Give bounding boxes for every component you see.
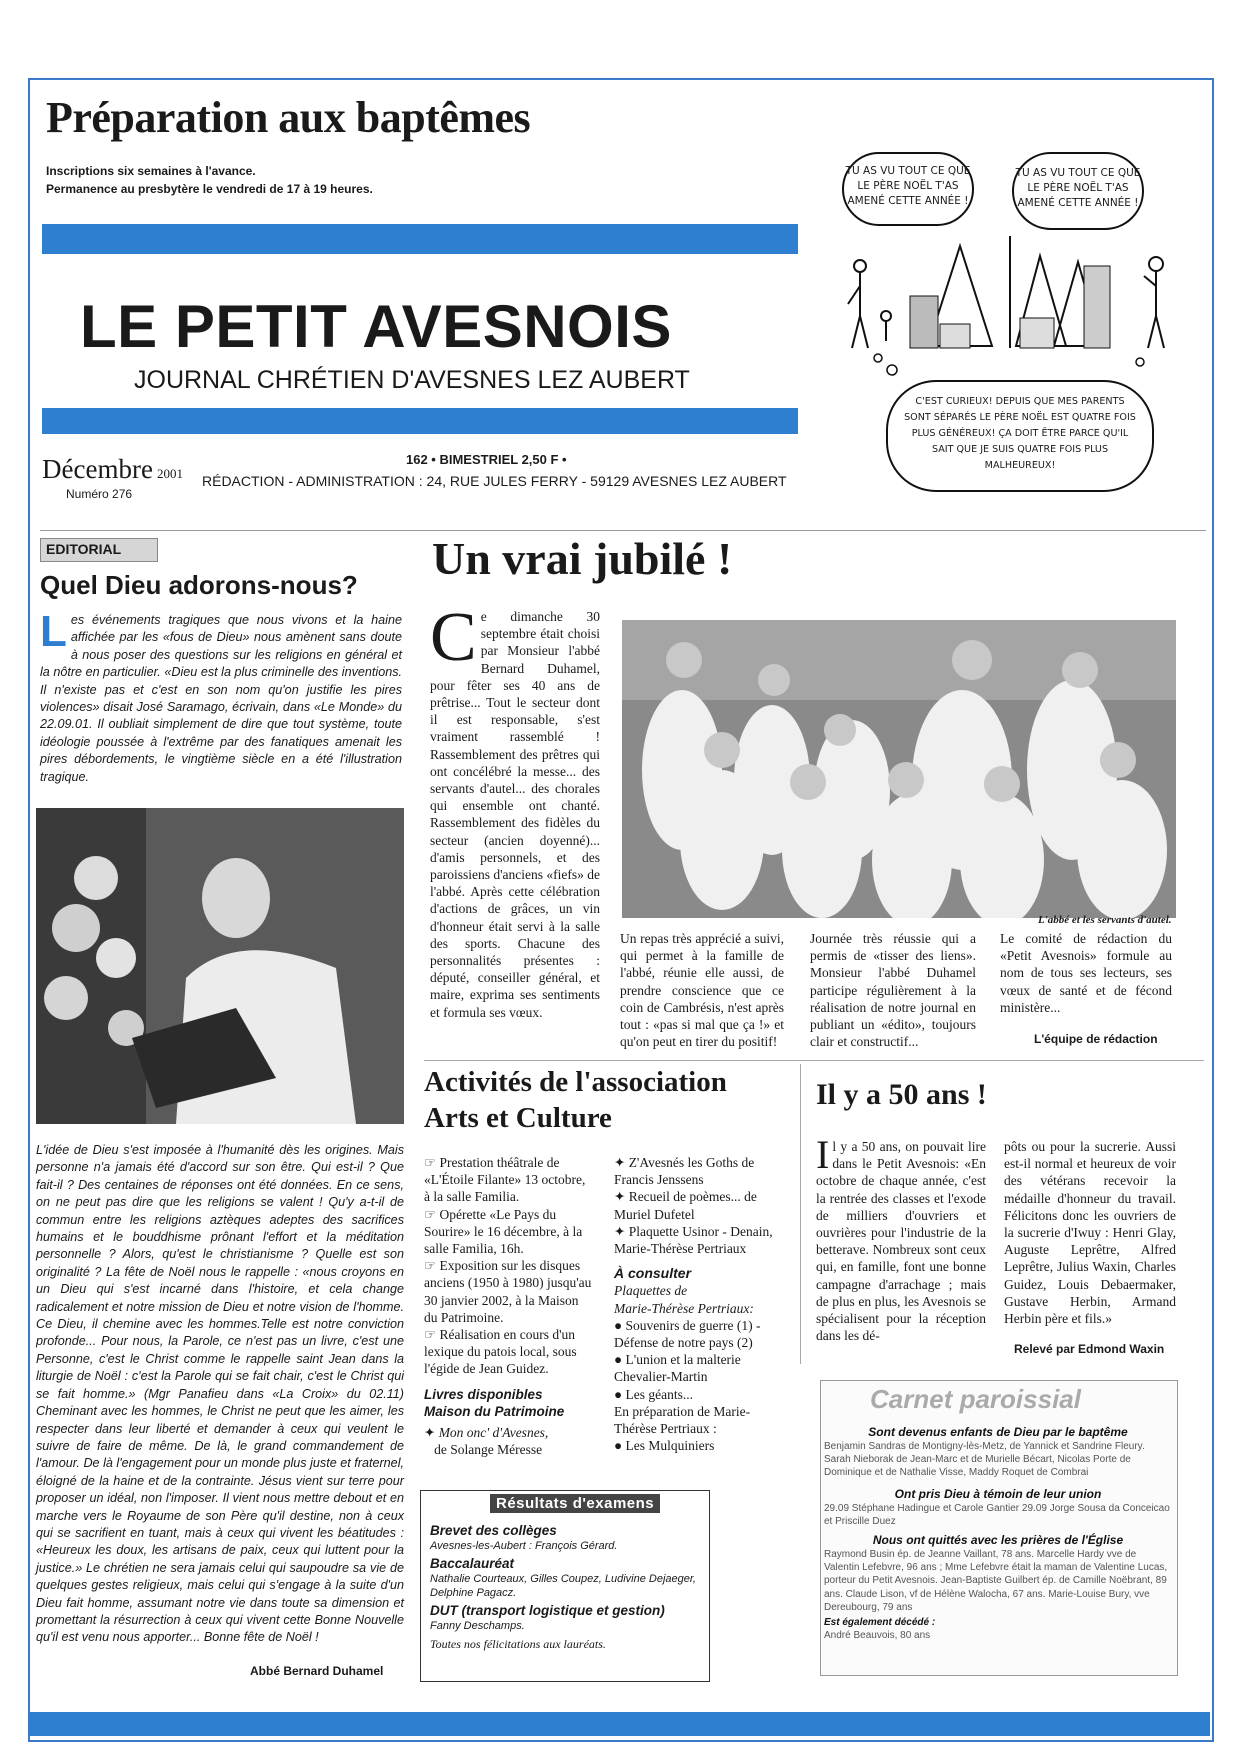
editorial-tag-label: EDITORIAL [46, 541, 122, 557]
editorial-signature: Abbé Bernard Duhamel [250, 1664, 384, 1678]
deces-text: Raymond Busin ép. de Jeanne Vaillant, 78 ans. Marcelle Hardy vve de Valentin Lefebvre, 96 ans ; Mme Lefebvre était la maman de Valentine Lucas, porteur du Petit Avesnois. Jean-Baptiste Guilbert ép. de Camille Noëbrant, 89 ans. Claude Lison, vf de Hélène Walocha, 67 ans. Marie-Louise Bury, vve Dereubourg, 79 ans [824, 1549, 1168, 1613]
jubile-col1: C e dimanche 30 septembre était choisi par Monsieur l'abbé Bernard Duhamel, pour fêter ses 40 ans de prêtrise... Tout le secteur dont il est responsable, s'est vraiment rassemblé ! Rassemblement des prêtres qui ont concélébré la messe... des servants d'autel... des chorales qui ensemble ont chanté. Rassemblement des fidèles du secteur (ancien doyenné)... d'amis personnels, et des paroissiens d'anciens «fiefs» de l'abbé. Après cette célébration d'actions de grâces, un vin d'honneur était servi à la salle des sports. Chacune des personnalités présentes : député, conseiller général, et maire, exprima ses sentiments et formula ses vœux. [430, 599, 601, 1020]
issue-year: 2001 [156, 466, 183, 481]
issue-number: Numéro 276 [66, 487, 133, 501]
editorial-intro: L es événements tragiques que nous vivons et la haine affichée par les «fous de Dieu» nous amènent sans doute à nous poser des questions sur les religions en général et la nôtre en particulier. «Dieu est la plus criminelle des inventions. Il n'existe pas et c'est en son nom qu'on justifie les pires violences» disait José Saramago, écrivain, dans «Le Monde» du 22.09.01. Il oubliait simplement de dire que tout système, toute idéologie poussée à l'extrême par des fanatiques amenait les pires débordements, le vingtième siècle en a été l'illustration tragique. [40, 607, 402, 784]
activites-title-line1: Activités de l'association [424, 1066, 727, 1098]
editorial-body: L'idée de Dieu s'est imposée à l'humanité dès les origines. Mais personne n'a jamais été d'accord sur son être. Qui est-il ? Que fait-il ? Des centaines de réponses ont été données. En ce sens, on ne peut pas dire que les religions se valent ! Qu'y a-t-il de commun entre les religions aztèques adeptes des sacrifices humains et le bouddhisme prônant l'effort et la méditation personnelle ? Alors, qu'est le christianisme ? Quelle est son originalité ? La fête de Noël nous le rappelle : «nous croyons en un Dieu qui s'est incarné dans l'histoire, et cela change radicalement et notre mission de Dieu et notre vision de l'homme. Ce Dieu, il chemine avec les hommes.Telle est notre conviction profonde... Pour nous, la Parole, ce n'est pas un livre, c'est une Personne, c'est le Christ comme le rappelle saint Jean dans la liturgie de Noël : c'est la Parole qui se fait chair, c'est le Christ qui se fait homme.» (Mgr Panafieu dans «La Croix» du 02.11) Cheminant avec les hommes, le Christ ne peut que les aimer, les respecter dans leur liberté et demander à ceux qui veulent le suivre de faire de même. De là, le grand commandement de l'amour. De là l'engagement pour un monde plus juste et fraternel, éloigné de la haine et de la contrainte. Jésus vient sur terre pour proposer un idéal, non l'imposer. Il vient nous mettre debout et en marche vers le Royaume de son Père qu'il destine, non à ceux qui se sacrifient en tuant, mais à ceux qui vivent les béatitudes : «Heureux les doux, les artisans de paix, ceux qui luttent pour la justice.» Le chrétien ne sera jamais celui qui saupoudre sa vie de quelques gestes religieux, mais celui qui s'engage à la suite d'un Dieu fait homme, assumant notre vie dans toute sa dimension et promettant la résurrection à ceux qui vivent cette Bonne Nouvelle qu'il est venu nous apporter... Bonne fête de Noël ! [36, 1143, 404, 1645]
felicitations: Toutes nos félicitations aux lauréats. [430, 1637, 606, 1651]
union-text: 29.09 Stéphane Hadingue et Carole Gantier 29.09 Jorge Sousa da Conceicao et Priscille Duez [824, 1502, 1170, 1527]
masthead-subtitle: JOURNAL CHRÉTIEN D'AVESNES LEZ AUBERT [134, 366, 690, 394]
decede-text: André Beauvois, 80 ans [824, 1630, 931, 1642]
masthead-top-bar [42, 224, 798, 254]
list-item: ● L'union et la malterie Chevalier-Martin [614, 1352, 741, 1385]
examens-content [430, 1522, 702, 1651]
issue-date [42, 454, 183, 485]
consulter-title: À consulter [614, 1265, 692, 1282]
bac-names: Nathalie Courteaux, Gilles Coupez, Ludivine Dejaeger, Delphine Pagacz. [430, 1573, 696, 1599]
dut-names: Fanny Deschamps. [430, 1620, 525, 1632]
cinquante-col2: pôts ou pour la sucrerie. Aussi est-il normal et heureux de voir des vétérans recevoir la médaille d'honneur du travail. Félicitons donc les ouvriers de la sucrerie d'Iwuy : Henri Glay, Auguste Leprêtre, Alfred Leprêtre, Julius Waxin, Charles Guidez, Louis Debaermaker, Gustave Herbin, Armand Herbin père et fils.» [1004, 1139, 1176, 1327]
price: 162 • BIMESTRIEL 2,50 F • [406, 452, 567, 467]
cinquante-title: Il y a 50 ans ! [816, 1078, 987, 1111]
union-title: Ont pris Dieu à témoin de leur union [894, 1486, 1102, 1501]
preparation-item: ● Les Mulquiniers [614, 1438, 715, 1454]
baptism-line-1: Inscriptions six semaines à l'avance. [46, 164, 256, 178]
list-item: ✦ Z'Avesnés les Goths de Francis Jenssens [614, 1155, 755, 1188]
activites-list-2 [614, 1154, 790, 1257]
activites-col1 [424, 1154, 594, 1458]
jubile-col3: Journée très réussie qui a permis de «tisser des liens». Monsieur l'abbé Duhamel participe régulièrement à la réalisation de notre journal en publiant un «édito», toujours clair et constructif... [810, 931, 976, 1050]
activites-col2 [614, 1154, 790, 1454]
bapteme-text: Benjamin Sandras de Montigny-lès-Metz, de Yannick et Sandrine Fleury. Sarah Nieborak de Jean-Marc et de Murielle Bécart, Nicolas Porte de Dominique et de Nathalie Visse, Maddy Roquet de Combrai [824, 1441, 1145, 1479]
jubile-dropcap: C [430, 599, 477, 676]
carnet-title: Carnet paroissial [870, 1384, 1081, 1414]
cinquante-dropcap: I [816, 1132, 830, 1177]
jubile-caption: L'abbé et les servants d'autel. [1038, 914, 1172, 926]
jubile-signature: L'équipe de rédaction [1034, 1032, 1158, 1046]
list-item: ✦ Recueil de poèmes... de Muriel Dufetel [614, 1189, 757, 1222]
list-item: ☞ Exposition sur les disques anciens (1950 à 1980) jusqu'au 30 janvier 2002, à la Maison du Patrimoine. [424, 1258, 592, 1325]
jubile-col4: Le comité de rédaction du «Petit Avesnois» formule au nom de tous ses lecteurs, ses vœux de santé et de fécond ministère... [1000, 931, 1172, 1015]
deces-title: Nous ont quittés avec les prières de l'Église [872, 1533, 1124, 1548]
baptism-line-2: Permanence au presbytère le vendredi de 17 à 19 heures. [46, 182, 373, 196]
editorial-dropcap: L [40, 607, 67, 656]
list-item: ● Les géants... [614, 1386, 694, 1402]
brevet-names: Avesnes-les-Aubert : François Gérard. [430, 1540, 618, 1552]
list-item: ☞ Prestation théâtrale de «L'Étoile Filante» 13 octobre, à la salle Familia. [424, 1155, 586, 1205]
masthead-name: LE PETIT AVESNOIS [80, 293, 672, 360]
speech-bubble-right: TU AS VU TOUT CE QUE LE PÈRE NOËL T'AS AMENÉ CETTE ANNÉE ! [1012, 152, 1144, 230]
jubile-rule [424, 1060, 1204, 1061]
examens-title: Résultats d'examens [490, 1494, 660, 1513]
decede-title: Est également décédé : [824, 1617, 936, 1629]
jubile-col2: Un repas très apprécié a suivi, qui permet à la famille de l'abbé, réunie elle aussi, de prendre conscience que ce coin de Cambrésis, n'est après tout : «pas si mal que ça !» et qu'on peut en tirer du positif! [620, 931, 784, 1050]
section-divider [40, 530, 1206, 531]
brevet-title: Brevet des collèges [430, 1523, 557, 1538]
list-item: ☞ Opérette «Le Pays du Sourire» le 16 décembre, à la salle Familia, 16h. [424, 1206, 583, 1257]
bac-title: Baccalauréat [430, 1556, 515, 1571]
livres-item: ✦ Mon onc' d'Avesnes, de Solange Méresse [424, 1425, 549, 1458]
baptism-title: Préparation aux baptêmes [46, 93, 531, 142]
activites-title [424, 1064, 727, 1136]
footer-bar [30, 1712, 1210, 1736]
address: RÉDACTION - ADMINISTRATION : 24, RUE JULES FERRY - 59129 AVESNES LEZ AUBERT [202, 473, 787, 489]
cartoon [840, 152, 1180, 498]
issue-month: Décembre [42, 454, 153, 484]
editorial-title: Quel Dieu adorons-nous? [40, 570, 358, 600]
cinquante-col1: I l y a 50 ans, on pouvait lire dans le Petit Avesnois: «En octobre de chaque année, c'est la rentrée des classes et l'exode de milliers d'ouvriers et ouvrières pour l'industrie de la betterave. Nombreux sont ceux qui, en famille, font une bonne campagne d'arrachage ; mais de plus en plus, les Avesnois se spécialisent pour la réception dans les dé- [816, 1132, 986, 1344]
activites-title-line2: Arts et Culture [424, 1102, 612, 1134]
preparation-label: En préparation de Marie-Thérèse Pertriaux : [614, 1403, 751, 1437]
list-item: ● Souvenirs de guerre (1) - Défense de notre pays (2) [614, 1317, 761, 1351]
cinquante-signature: Relevé par Edmond Waxin [1014, 1342, 1165, 1356]
jubile-title: Un vrai jubilé ! [432, 533, 733, 584]
editorial-photo [36, 808, 404, 1124]
dut-title: DUT (transport logistique et gestion) [430, 1603, 665, 1618]
bapteme-title: Sont devenus enfants de Dieu par le baptême [868, 1425, 1128, 1439]
activites-list-1 [424, 1154, 594, 1378]
jubile-photo [622, 620, 1176, 918]
list-item: ☞ Réalisation en cours d'un lexique du patois local, sous l'égide de Jean Guidez. [424, 1327, 577, 1377]
carnet-content [824, 1424, 1172, 1642]
list-item: ✦ Plaquette Usinor - Denain, Marie-Thérèse Pertriaux [614, 1223, 773, 1257]
speech-bubble-left: TU AS VU TOUT CE QUE LE PÈRE NOËL T'AS AMENÉ CETTE ANNÉE ! [842, 152, 974, 226]
speech-bubble-bottom: C'EST CURIEUX! DEPUIS QUE MES PARENTS SONT SÉPARÉS LE PÈRE NOËL EST QUATRE FOIS PLUS GÉNÉREUX! ÇA DOIT ÊTRE PARCE QU'IL SAIT QUE JE SUIS QUATRE FOIS PLUS MALHEUREUX! [886, 380, 1154, 492]
consulter-list [614, 1317, 790, 1403]
masthead-bottom-bar [42, 408, 798, 434]
livres-title: Livres disponibles Maison du Patrimoine [424, 1386, 565, 1419]
plaquettes-label: Plaquettes de Marie-Thérèse Pertriaux: [614, 1283, 754, 1316]
column-rule [800, 1064, 801, 1364]
